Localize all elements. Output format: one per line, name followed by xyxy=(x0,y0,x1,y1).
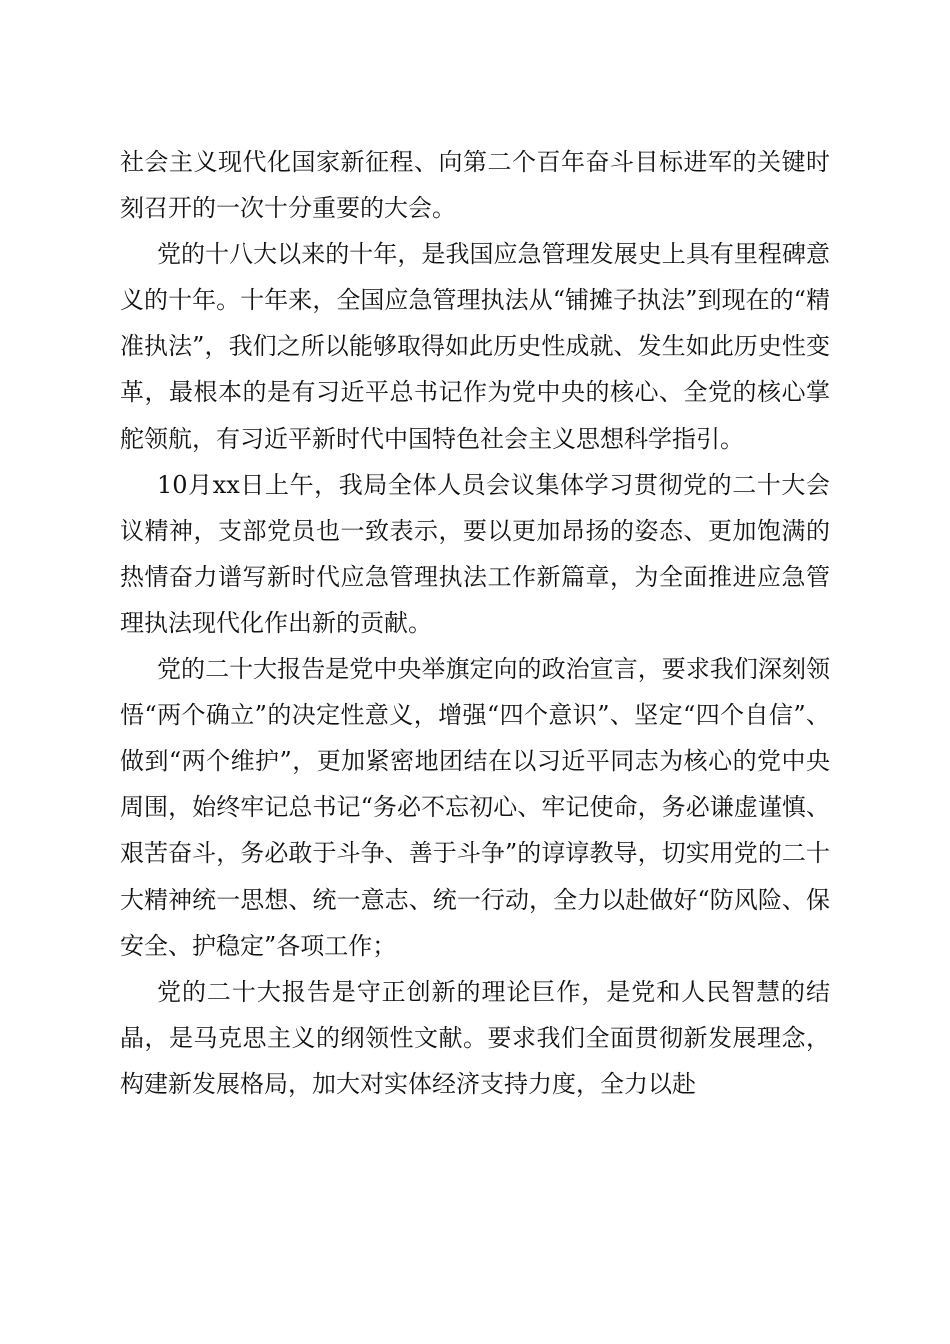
paragraph-decade-review: 党的十八大以来的十年，是我国应急管理发展史上具有里程碑意义的十年。十年来，全国应急管理执法从“铺摊子执法”到现在的“精准执法”，我们之所以能够取得如此历史性成就、发生如此历史性变革，最根本的是有习近平总书记作为党中央的核心、全党的核心掌舵领航，有习近平新时代中国特色社会主义思想科学指引。 xyxy=(120,240,830,453)
paragraph-theoretical-work: 党的二十大报告是守正创新的理论巨作，是党和人民智慧的结晶，是马克思主义的纲领性文献。要求我们全面贯彻新发展理念，构建新发展格局，加大对实体经济支持力度，全力以赴 xyxy=(120,977,830,1098)
paragraph-political-declaration: 党的二十大报告是党中央举旗定向的政治宣言，要求我们深刻领悟“两个确立”的决定性意义，增强“四个意识”、坚定“四个自信”、做到“两个维护”，更加紧密地团结在以习近平同志为核心的党中央周围，始终牢记总书记“务必不忘初心、牢记使命，务必谦虚谨慎、艰苦奋斗，务必敢于斗争、善于斗争”的谆谆教导，切实用党的二十大精神统一思想、统一意志、统一行动，全力以赴做好“防风险、保安全、护稳定”各项工作； xyxy=(120,655,830,960)
document-body xyxy=(120,139,830,1107)
paragraph-continuation: 社会主义现代化国家新征程、向第二个百年奋斗目标进军的关键时刻召开的一次十分重要的大会。 xyxy=(120,148,830,223)
paragraph-group-study: 10月xx日上午，我局全体人员会议集体学习贯彻党的二十大会议精神，支部党员也一致表示，要以更加昂扬的姿态、更加饱满的热情奋力谱写新时代应急管理执法工作新篇章，为全面推进应急管理执法现代化作出新的贡献。 xyxy=(120,470,830,637)
